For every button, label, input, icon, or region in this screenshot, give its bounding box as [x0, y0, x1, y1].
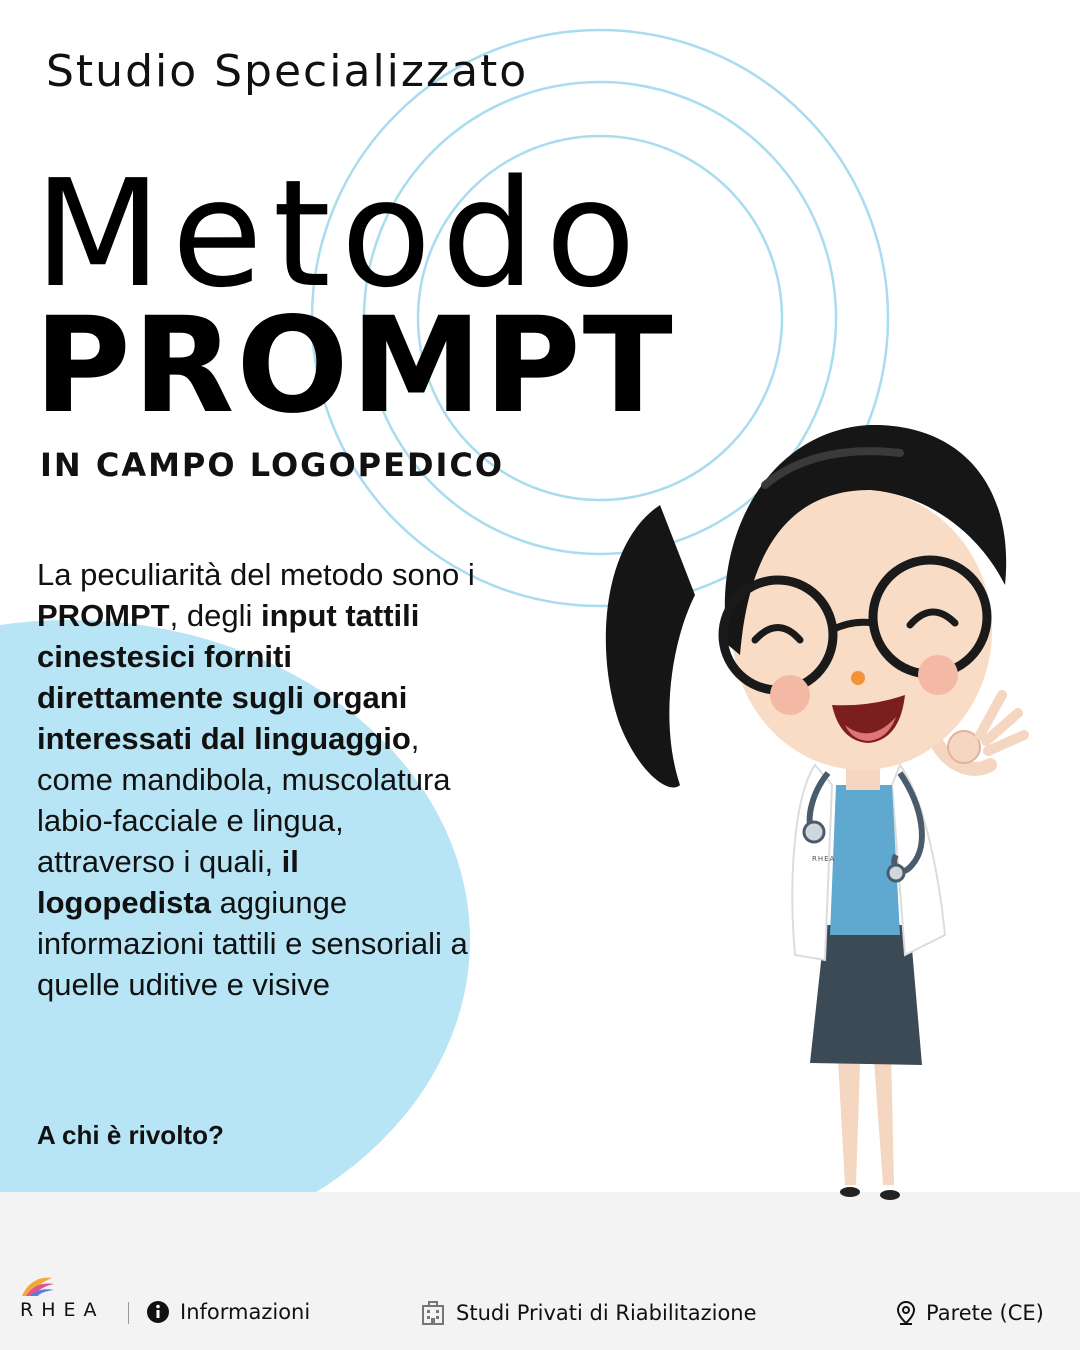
- building-icon: [420, 1300, 446, 1326]
- title-prompt: PROMPT: [34, 289, 675, 443]
- emphasis-text: PROMPT: [37, 598, 170, 633]
- studio-link[interactable]: [420, 1300, 757, 1326]
- description-paragraph: [37, 554, 477, 1005]
- studio-label: Studi Privati di Riabilitazione: [456, 1301, 757, 1325]
- footer: [0, 1274, 1080, 1350]
- info-label: Informazioni: [180, 1300, 311, 1324]
- location-pin-icon: [896, 1300, 916, 1326]
- title-metodo: Metodo: [34, 148, 646, 320]
- body-text-segment: aggiunge informazioni tattili e sensoriali a quelle uditive e visive: [37, 885, 468, 1002]
- info-icon: [146, 1300, 170, 1324]
- coat-badge-text: RHEA: [812, 855, 836, 863]
- place-label: Parete (CE): [926, 1301, 1044, 1325]
- doctor-character-icon: [600, 395, 1040, 1215]
- brand-name: RHEA: [20, 1299, 105, 1321]
- body-text-segment: , degli: [169, 598, 261, 633]
- body-text-segment: La peculiarità del metodo sono i: [37, 557, 475, 592]
- place-link[interactable]: [896, 1300, 1044, 1326]
- subtitle: IN CAMPO LOGOPEDICO: [40, 446, 505, 484]
- info-link[interactable]: [146, 1300, 310, 1324]
- footer-divider: [128, 1302, 129, 1324]
- body-text-segment: , come mandibola, muscolatura labio-facciale e lingua, attraverso i quali,: [37, 721, 451, 879]
- emphasis-text: il logopedista: [37, 844, 299, 920]
- emphasis-text: input tattili cinestesici forniti direttamente sugli organi interessati dal linguaggio: [37, 598, 420, 756]
- rhea-logo: [18, 1274, 118, 1324]
- question-heading: A chi è rivolto?: [37, 1120, 224, 1150]
- kicker-text: Studio Specializzato: [46, 46, 529, 97]
- rhea-logo-icon: [18, 1274, 58, 1300]
